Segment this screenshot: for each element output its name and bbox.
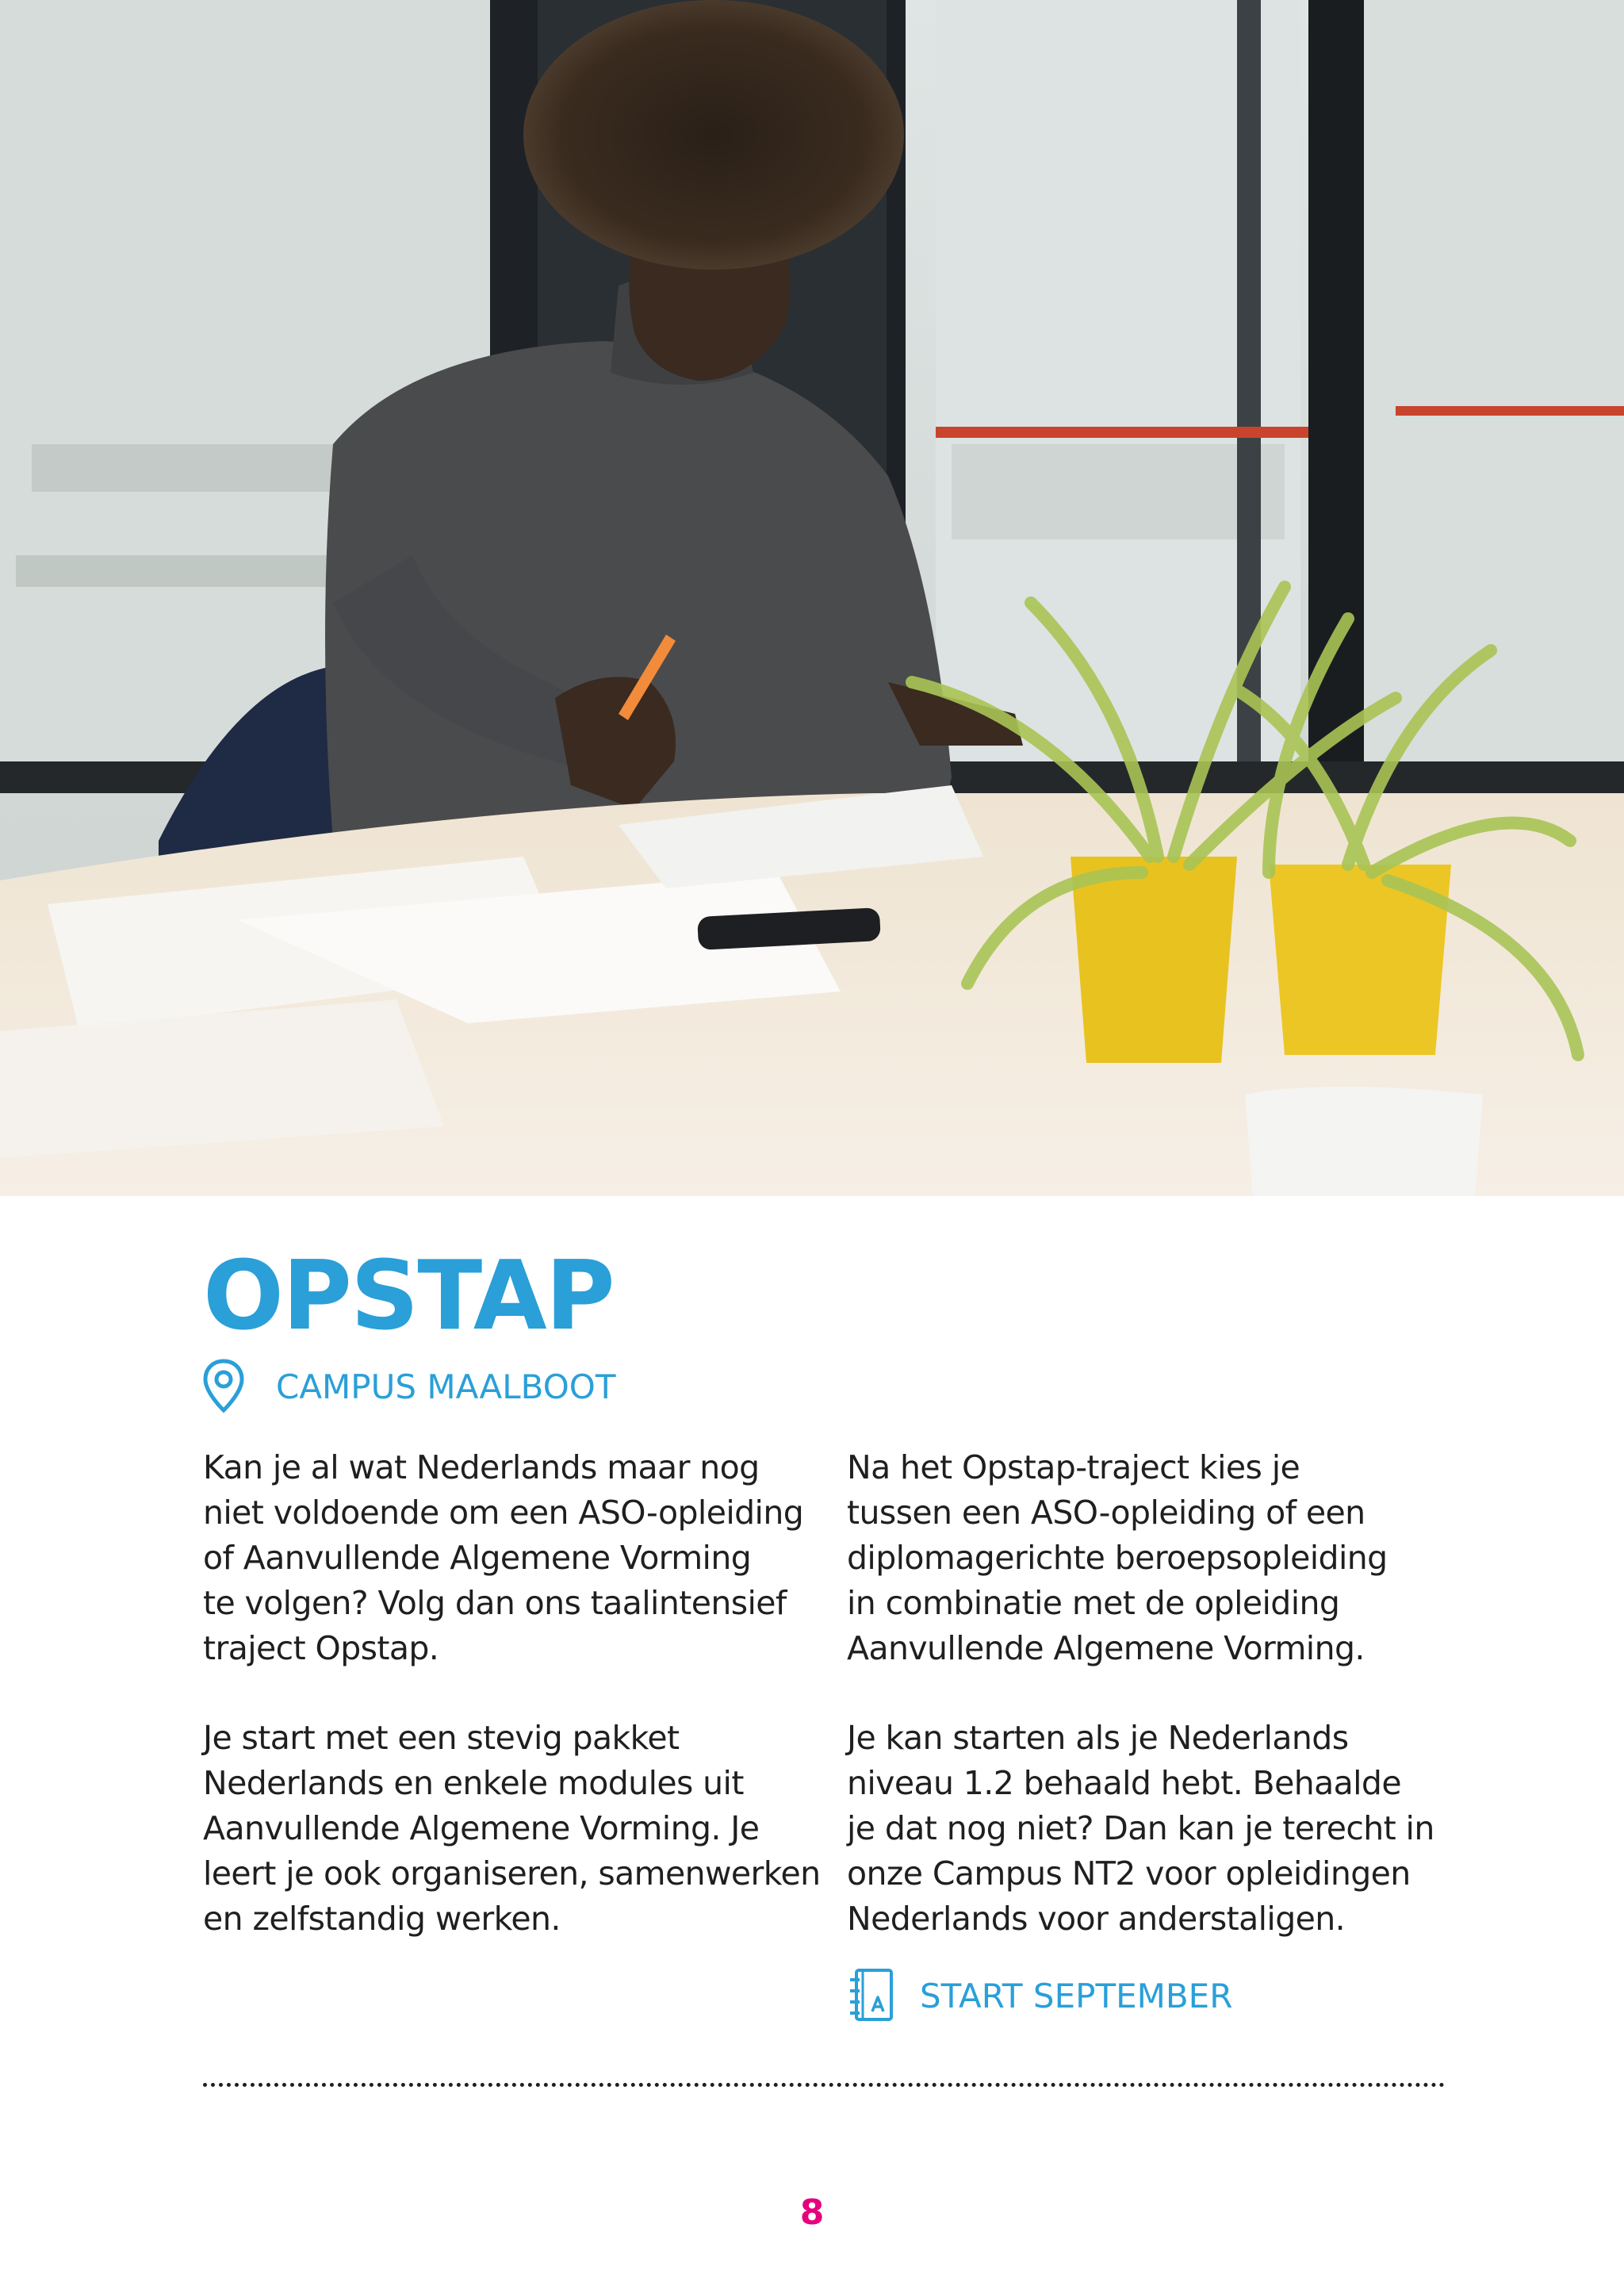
- start-row: [847, 1967, 1232, 2024]
- right-column: [847, 1445, 1473, 1986]
- paragraph: Je start met een stevig pakket Nederlands en enkele modules uit Aanvullende Algemene Vorming. Je leert je ook organiseren, samenwerken en zelfstandig werken.: [203, 1719, 821, 1938]
- dotted-divider: [203, 2083, 1445, 2087]
- campus-location: CAMPUS MAALBOOT: [276, 1367, 616, 1406]
- left-column: [203, 1445, 829, 1986]
- page-title: OPSTAP: [203, 1241, 614, 1352]
- location-row: [201, 1358, 616, 1415]
- paragraph: Kan je al wat Nederlands maar nog niet voldoende om een ASO-opleiding of Aanvullende Algemene Vorming te volgen? Volg dan ons taalintensief traject Opstap.: [203, 1448, 804, 1667]
- map-pin-icon: [201, 1358, 246, 1415]
- paragraph: Na het Opstap-traject kies je tussen een ASO-opleiding of een diplomagerichte beroepsopleiding in combinatie met de opleiding Aanvullende Algemene Vorming.: [847, 1448, 1388, 1667]
- start-date: START SEPTEMBER: [920, 1976, 1233, 2015]
- paragraph: Je kan starten als je Nederlands niveau 1.2 behaald hebt. Behaalde je dat nog niet? Dan kan je terecht in onze Campus NT2 voor opleidingen Nederlands voor anderstaligen.: [847, 1719, 1434, 1938]
- calendar-notebook-icon: [847, 1967, 896, 2024]
- page-number: 8: [799, 2192, 825, 2233]
